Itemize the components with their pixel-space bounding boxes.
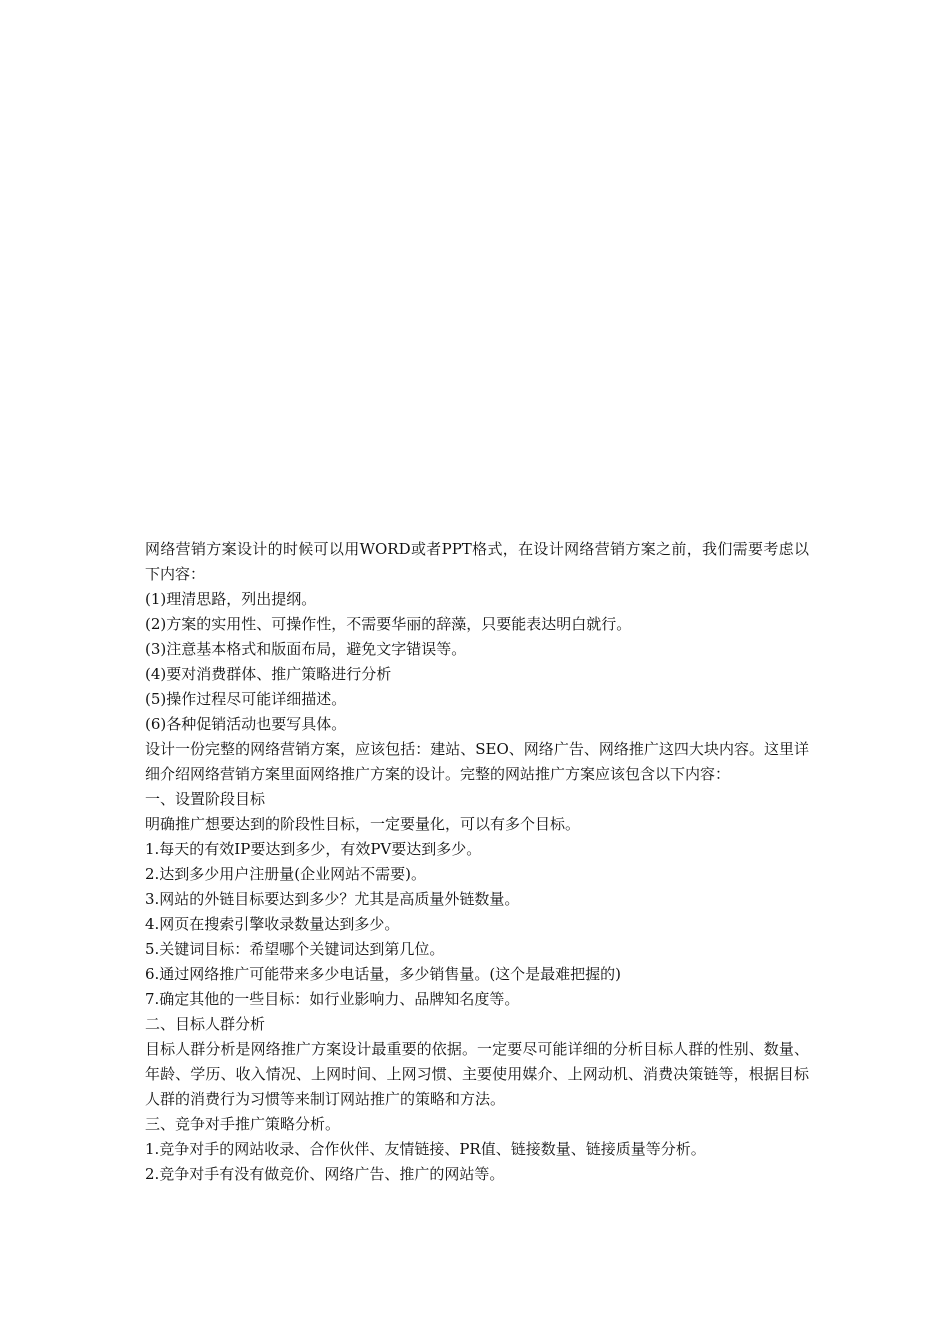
document-body (145, 537, 809, 1187)
list-item: 2.达到多少用户注册量(企业网站不需要)。 (145, 865, 427, 883)
list-item: 3.网站的外链目标要达到多少？尤其是高质量外链数量。 (145, 890, 520, 908)
list-item: 2.竞争对手有没有做竞价、网络广告、推广的网站等。 (145, 1165, 505, 1183)
list-item: (1)理清思路，列出提纲。 (145, 590, 317, 608)
list-item: 6.通过网络推广可能带来多少电话量，多少销售量。(这个是最难把握的) (145, 965, 622, 983)
list-item: (4)要对消费群体、推广策略进行分析 (145, 665, 392, 683)
list-item: 7.确定其他的一些目标：如行业影响力、品牌知名度等。 (145, 990, 520, 1008)
list-item: (5)操作过程尽可能详细描述。 (145, 690, 347, 708)
section-heading: 三、竞争对手推广策略分析。 (145, 1115, 341, 1133)
list-item: 5.关键词目标：希望哪个关键词达到第几位。 (145, 940, 445, 958)
list-item: 1.竞争对手的网站收录、合作伙伴、友情链接、PR值、链接数量、链接质量等分析。 (145, 1140, 706, 1158)
body-paragraph: 目标人群分析是网络推广方案设计最重要的依据。一定要尽可能详细的分析目标人群的性别、数量、年龄、学历、收入情况、上网时间、上网习惯、主要使用媒介、上网动机、消费决策链等，根据目标人群的消费行为习惯等来制订网站推广的策略和方法。 (145, 1040, 809, 1108)
list-item: 4.网页在搜索引擎收录数量达到多少。 (145, 915, 400, 933)
section-heading: 一、设置阶段目标 (145, 790, 266, 808)
list-item: (2)方案的实用性、可操作性，不需要华丽的辞藻，只要能表达明白就行。 (145, 615, 632, 633)
list-item: (3)注意基本格式和版面布局，避免文字错误等。 (145, 640, 467, 658)
list-item: (6)各种促销活动也要写具体。 (145, 715, 347, 733)
body-paragraph: 明确推广想要达到的阶段性目标，一定要量化，可以有多个目标。 (145, 815, 581, 833)
intro-paragraph: 网络营销方案设计的时候可以用WORD或者PPT格式，在设计网络营销方案之前，我们需要考虑以下内容： (145, 540, 809, 583)
section-heading: 二、目标人群分析 (145, 1015, 266, 1033)
list-item: 1.每天的有效IP要达到多少，有效PV要达到多少。 (145, 840, 482, 858)
overview-paragraph: 设计一份完整的网络营销方案，应该包括：建站、SEO、网络广告、网络推广这四大块内容。这里详细介绍网络营销方案里面网络推广方案的设计。完整的网站推广方案应该包含以下内容： (145, 740, 809, 783)
